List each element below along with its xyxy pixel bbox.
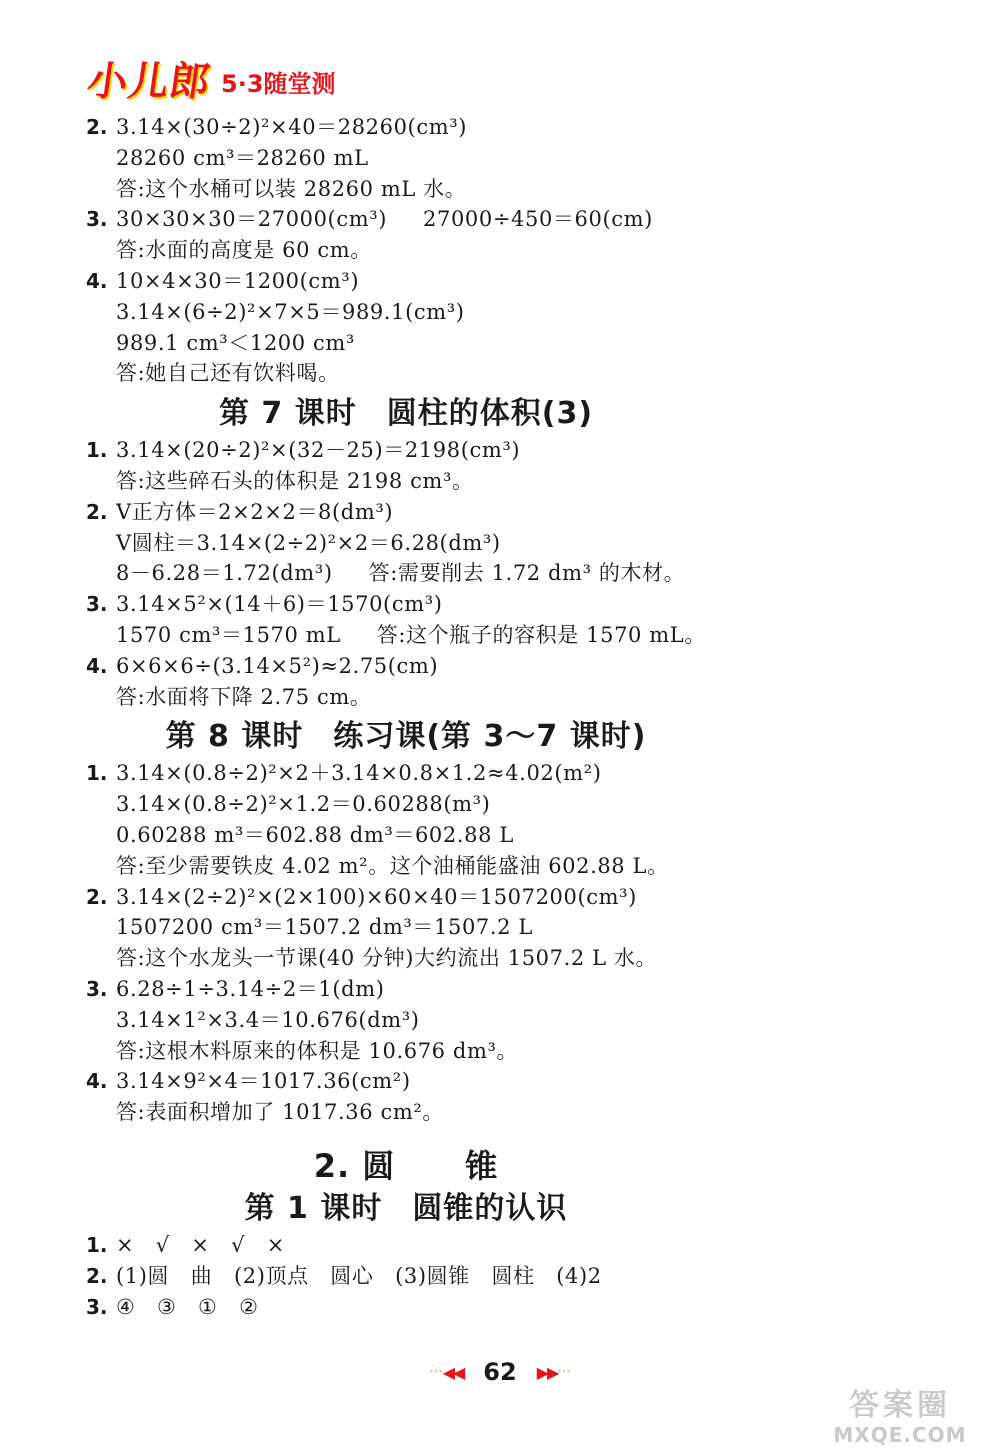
answer-text-part: 3.14×(30÷2)²×40＝28260(cm³) [116, 115, 468, 139]
brand-logo: 小儿郎 [84, 58, 214, 105]
question-number: 4. [86, 1069, 108, 1094]
answer-line [86, 912, 726, 943]
answer-line [86, 820, 726, 851]
answer-line [86, 1230, 726, 1261]
question-number: 2. [86, 884, 108, 909]
answer-line [86, 174, 726, 205]
question-number: 4. [86, 268, 108, 293]
answer-text [116, 204, 653, 235]
answer-text-part: ④ ③ ① ② [116, 1294, 259, 1319]
answer-line [86, 682, 726, 713]
answer-text-part: 答:这根木料原来的体积是 10.676 dm³。 [116, 1038, 519, 1063]
answer-text-part: 3.14×5²×(14＋6)＝1570(cm³) [116, 592, 443, 617]
answer-text-part: 28260 cm³＝28260 mL [116, 145, 369, 170]
answer-text-part: 3.14×(6÷2)²×7×5＝989.1(cm³) [116, 299, 465, 324]
answer-line [86, 358, 726, 389]
heading-part: 2. 圆 [313, 1146, 396, 1185]
answer-line [86, 1261, 726, 1292]
answer-text [116, 589, 443, 620]
answer-text [116, 328, 355, 359]
answer-text-part: 答:至少需要铁皮 4.02 m²。这个油桶能盛油 602.88 L。 [116, 853, 669, 878]
question-number: 1. [86, 438, 108, 463]
answer-line [86, 1036, 726, 1067]
answer-text [116, 143, 369, 174]
answer-text-part: 1570 cm³＝1570 mL [116, 622, 341, 647]
answer-text-part: 3.14×(2÷2)²×(2×100)×60×40＝1507200(cm³) [116, 884, 637, 909]
answer-text-part: 1507200 cm³＝1507.2 dm³＝1507.2 L [116, 915, 533, 940]
answer-line [86, 528, 726, 559]
answer-text [116, 912, 533, 943]
heading-part: 第 1 课时 [244, 1190, 383, 1226]
lesson-heading [86, 714, 726, 760]
answer-text [116, 1261, 602, 1292]
page-number: 62 [483, 1358, 517, 1386]
answer-text-part: 989.1 cm³＜1200 cm³ [116, 330, 355, 355]
answer-text-part: 27000÷450＝60(cm) [423, 207, 653, 232]
answer-text-part: V圆柱＝3.14×(2÷2)²×2＝6.28(dm³) [116, 530, 501, 555]
answer-text-part: 答:需要削去 1.72 dm³ 的木材。 [368, 561, 686, 586]
answer-text [116, 174, 466, 205]
question-number: 2. [86, 1263, 108, 1288]
answer-text [116, 358, 340, 389]
answer-line [86, 882, 726, 913]
answer-line [86, 143, 726, 174]
answer-text [116, 820, 514, 851]
lesson-heading [86, 1186, 726, 1232]
answer-text-part: 3.14×(20÷2)²×(32－25)＝2198(cm³) [116, 438, 521, 463]
question-number: 1. [86, 761, 108, 786]
answer-text-part: 3.14×1²×3.4＝10.676(dm³) [116, 1007, 420, 1032]
answer-text-part: 答:这些碎石头的体积是 2198 cm³。 [116, 468, 474, 493]
question-number: 2. [86, 115, 108, 139]
answer-line [86, 204, 726, 235]
answer-text [116, 882, 637, 913]
answer-text-part: 3.14×9²×4＝1017.36(cm²) [116, 1069, 411, 1094]
heading-part: 第 7 课时 [218, 396, 357, 432]
answer-text [116, 1097, 444, 1128]
answer-text [116, 1230, 285, 1261]
answer-line [86, 789, 726, 820]
question-number: 2. [86, 499, 108, 524]
answer-line [86, 758, 726, 789]
answer-text-part: 答:这个水桶可以装 28260 mL 水。 [116, 176, 467, 201]
heading-part: 练习课(第 3～7 课时) [333, 719, 647, 755]
answer-text-part: 答:水面将下降 2.75 cm。 [116, 684, 372, 709]
unit-title [86, 1146, 726, 1186]
answer-text-part: 答:水面的高度是 60 cm。 [116, 238, 372, 263]
heading-part: 锥 [465, 1146, 499, 1185]
answer-text [116, 789, 490, 820]
answer-text-part: × √ × √ × [116, 1232, 285, 1257]
answer-line [86, 589, 726, 620]
answer-line [86, 112, 726, 143]
answer-text [116, 758, 601, 789]
answer-line [86, 1066, 726, 1097]
footer-dots-left: ··· [429, 1364, 443, 1380]
answer-text [116, 266, 359, 297]
answer-text [116, 651, 438, 682]
footer-dots-right: ··· [557, 1364, 571, 1380]
answer-line [86, 1292, 726, 1323]
watermark-url: MXQE.COM [833, 1423, 967, 1447]
page-footer [0, 1352, 1000, 1392]
answer-text-part: 答:这个水龙头一节课(40 分钟)大约流出 1507.2 L 水。 [116, 946, 658, 971]
answer-text [116, 528, 501, 559]
heading-part: 圆锥的认识 [412, 1190, 568, 1226]
answer-text [116, 620, 706, 651]
answer-line [86, 435, 726, 466]
answer-text [116, 558, 685, 589]
page-header [84, 50, 336, 106]
answer-text-part: 答:这个瓶子的容积是 1570 mL。 [376, 622, 706, 647]
answer-text-part: V正方体＝2×2×2＝8(dm³) [116, 499, 394, 524]
answer-line [86, 1097, 726, 1128]
answer-text [116, 943, 657, 974]
answer-line [86, 497, 726, 528]
answer-line [86, 974, 726, 1005]
series-title: 5·3随堂测 [221, 69, 336, 98]
answer-text-part: 0.60288 m³＝602.88 dm³＝602.88 L [116, 822, 514, 847]
answer-text-part: 答:她自己还有饮料喝。 [116, 361, 340, 386]
answer-line [86, 943, 726, 974]
right-arrows-icon: ▶▶ [536, 1362, 558, 1382]
lesson-heading [86, 391, 726, 437]
answer-text-part: (1)圆 曲 (2)顶点 圆心 (3)圆锥 圆柱 (4)2 [116, 1263, 602, 1288]
answer-text-part: 6.28÷1÷3.14÷2＝1(dm) [116, 976, 385, 1001]
watermark [810, 1388, 990, 1450]
watermark-main: 答案圈 [849, 1388, 951, 1423]
answer-text [116, 974, 385, 1005]
answer-line [86, 328, 726, 359]
answer-text-part: 30×30×30＝27000(cm³) [116, 207, 388, 232]
question-number: 1. [86, 1232, 108, 1257]
answer-text-part: 3.14×(0.8÷2)²×1.2＝0.60288(m³) [116, 792, 491, 817]
question-number: 3. [86, 976, 108, 1001]
question-number: 3. [86, 1294, 108, 1319]
heading-part: 圆柱的体积(3) [386, 396, 594, 432]
answer-text-part: 答:表面积增加了 1017.36 cm²。 [116, 1100, 444, 1125]
answer-text-part: 3.14×(0.8÷2)²×2＋3.14×0.8×1.2≈4.02(m²) [116, 761, 602, 786]
answer-text [116, 466, 474, 497]
answer-text [116, 235, 372, 266]
answer-text [116, 435, 520, 466]
question-number: 3. [86, 592, 108, 617]
answer-content [86, 112, 726, 1322]
question-number: 3. [86, 207, 108, 232]
answer-text-part: 10×4×30＝1200(cm³) [116, 268, 360, 293]
answer-line [86, 266, 726, 297]
answer-text [116, 851, 669, 882]
answer-line [86, 235, 726, 266]
answer-line [86, 297, 726, 328]
answer-line [86, 620, 726, 651]
answer-text [116, 497, 393, 528]
question-number: 4. [86, 653, 108, 678]
answer-text [116, 1066, 411, 1097]
heading-part: 第 8 课时 [165, 719, 304, 755]
answer-text [116, 1005, 420, 1036]
answer-line [86, 466, 726, 497]
answer-text-part: 6×6×6÷(3.14×5²)≈2.75(cm) [116, 653, 439, 678]
answer-line [86, 558, 726, 589]
answer-line [86, 1005, 726, 1036]
answer-text [116, 682, 371, 713]
answer-text [116, 297, 465, 328]
answer-line [86, 651, 726, 682]
answer-text [116, 1292, 259, 1323]
answer-text [116, 1036, 518, 1067]
answer-line [86, 851, 726, 882]
left-arrows-icon: ◀◀ [442, 1362, 464, 1382]
answer-text [116, 112, 467, 143]
answer-text-part: 8－6.28＝1.72(dm³) [116, 561, 333, 586]
